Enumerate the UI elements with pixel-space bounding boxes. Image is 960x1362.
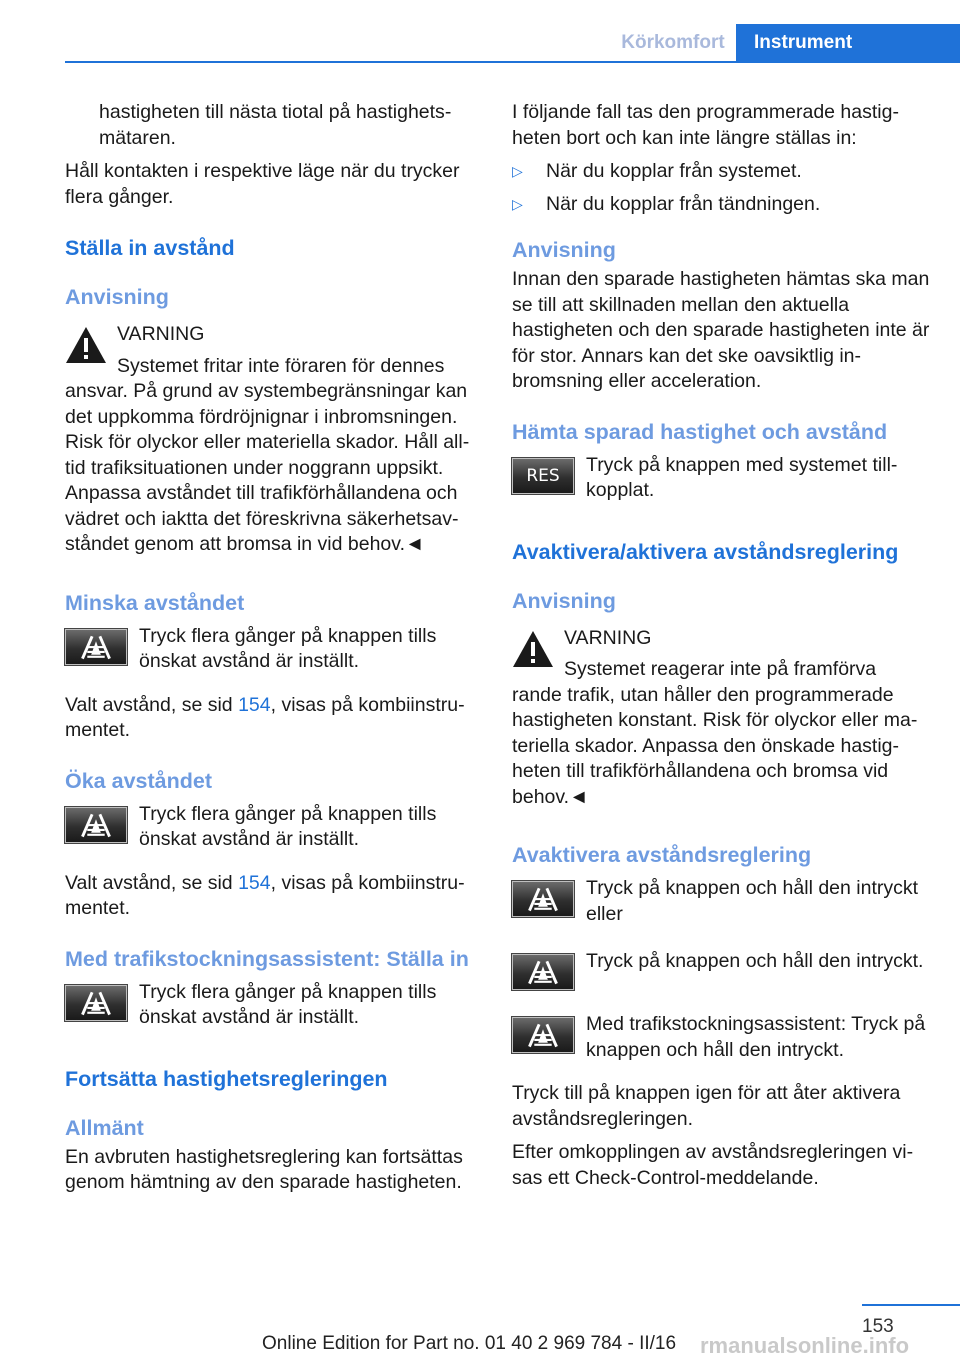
instruction-text: Tryck flera gånger på knappen tills önskat avstånd är inställt. — [139, 802, 437, 850]
paragraph-valt-avstand — [65, 871, 477, 922]
distance-button-icon — [65, 985, 127, 1021]
warning-line: Systemet reagerar inte på framförva — [564, 658, 877, 680]
header-tabs — [610, 24, 960, 62]
paragraph-allmant: En avbruten hastighetsreglering kan fortsättas genom hämtning av den sparade hastigheten. — [65, 1145, 463, 1193]
heading-avaktivera-aktivera: Avaktivera/aktivera avståndsreglering — [512, 539, 899, 564]
heading-anvisning: Anvisning — [512, 588, 616, 613]
instruction-text: Tryck flera gånger på knappen tills önskat avstånd är inställt. — [139, 980, 437, 1028]
list-item-text: När du kopplar från tändningen. — [546, 192, 821, 215]
distance-button-icon — [512, 954, 574, 990]
right-column — [512, 100, 932, 1191]
paragraph-hall-kontakten: Håll kontakten i respektive läge när du trycker flera gånger. — [65, 160, 460, 208]
warning-title: VARNING — [564, 626, 652, 649]
instruction-text: Tryck på knappen och håll den intryckt eller — [586, 877, 919, 925]
tab-instrument[interactable]: Instrument — [736, 24, 960, 62]
text: Valt avstånd, se sid — [65, 871, 239, 894]
heading-med-trafikstockningsassistent: Med trafikstockningsassistent: Ställa in — [65, 946, 469, 971]
oka-instruction — [65, 802, 477, 853]
warning-icon — [512, 630, 554, 668]
instruction-text: Tryck på knappen och håll den intryckt. — [586, 950, 924, 972]
list-item — [512, 159, 932, 185]
avaktivera-instruction-2 — [512, 949, 932, 990]
header-rule — [65, 61, 960, 63]
warning-block — [512, 626, 932, 811]
warning-title: VARNING — [117, 323, 205, 345]
bullet-list — [512, 159, 932, 217]
hamta-instruction — [512, 453, 932, 504]
med-instruction — [65, 980, 477, 1031]
warning-block — [65, 322, 477, 558]
text: , visas på kombiinstrumentet. — [65, 693, 465, 741]
warning-text: ansvar. På grund av systembegränsningar kan det uppkomma fördröjnignar i inbromsningen. Risk för olyckor eller materiella skador. Håll alltid trafiksituationen under noggrann uppsikt. Anpassa avståndet till trafikförhållandena och vädret och iaktta det föreskrivna säkerhetsavståndet genom att bromsa in vid behov.◄ — [65, 380, 470, 555]
watermark: rmanualsonline.info — [700, 1333, 910, 1358]
paragraph-valt-avstand — [65, 693, 477, 744]
triangle-bullet-icon: ▷ — [512, 163, 523, 179]
distance-button-icon — [512, 1017, 574, 1053]
footer-rule — [862, 1304, 960, 1306]
avaktivera-instruction-3 — [512, 1012, 932, 1063]
heading-avaktivera-avstandsreglering: Avaktivera avståndsreglering — [512, 843, 812, 867]
heading-allmant: Allmänt — [65, 1115, 144, 1140]
heading-oka-avstandet: Öka avståndet — [65, 768, 212, 793]
page-link-154[interactable]: 154 — [238, 871, 271, 894]
distance-button-icon — [65, 807, 127, 843]
heading-minska-avstandet: Minska avståndet — [65, 590, 245, 615]
heading-fortsatta: Fortsätta hastighetsregleringen — [65, 1066, 388, 1091]
avaktivera-instruction-1 — [512, 876, 932, 927]
paragraph-hastigheten: hastigheten till nästa tiotal på hastighetsmätaren. — [99, 101, 452, 149]
instruction-text: Tryck flera gånger på knappen tills önskat avstånd är inställt. — [139, 624, 437, 672]
paragraph-anvisning: Innan den sparade hastigheten hämtas ska man se till att skillnaden mellan den aktuella hastigheten och den sparade hastigheten inte är för stor. Annars kan det ske oavsiktlig inbromsning eller acceleration. — [512, 268, 930, 392]
heading-hamta: Hämta sparad hastighet och avstånd — [512, 419, 888, 444]
minska-instruction — [65, 624, 477, 675]
warning-text: rande trafik, utan håller den programmerade hastigheten konstant. Risk för olyckor eller materiella skador. Anpassa den önskade hastigheten till trafikförhållandena och bromsa vid behov.◄ — [512, 683, 918, 808]
text: Valt avstånd, se sid — [65, 693, 239, 716]
paragraph-efter-omkopplingen: Efter omkopplingen av avståndsregleringen visas ett Check-Control-meddelande. — [512, 1141, 914, 1189]
instruction-text: Tryck på knappen med systemet tillkopplat. — [586, 453, 898, 501]
heading-stalla-in-avstand: Ställa in avstånd — [65, 236, 235, 260]
page-link-154[interactable]: 154 — [238, 693, 271, 716]
list-item — [512, 192, 932, 218]
footer-edition: Online Edition for Part no. 01 40 2 969 784 - II/16 — [262, 1333, 677, 1354]
paragraph-tryck-till: Tryck till på knappen igen för att åter aktivera avståndsregleringen. — [512, 1082, 901, 1130]
tab-korkomfort[interactable]: Körkomfort — [621, 32, 725, 53]
distance-button-icon — [512, 881, 574, 917]
page-number: 153 — [862, 1316, 894, 1337]
paragraph-intro: I följande fall tas den programmerade hastigheten bort och kan inte längre ställas in: — [512, 101, 899, 149]
text: , visas på kombiinstrumentet. — [65, 871, 465, 919]
triangle-bullet-icon: ▷ — [512, 195, 523, 212]
warning-icon — [65, 326, 107, 364]
distance-button-icon — [65, 629, 127, 665]
warning-line: Systemet fritar inte föraren för dennes — [117, 354, 445, 377]
heading-anvisning: Anvisning — [65, 285, 169, 309]
left-column — [65, 100, 477, 1196]
heading-anvisning: Anvisning — [512, 238, 616, 262]
res-label: RES — [526, 465, 560, 486]
list-item-text: När du kopplar från systemet. — [546, 160, 802, 182]
res-button-icon — [512, 458, 574, 494]
instruction-text: Med trafikstockningsassistent: Tryck på knappen och håll den intryckt. — [586, 1013, 926, 1061]
